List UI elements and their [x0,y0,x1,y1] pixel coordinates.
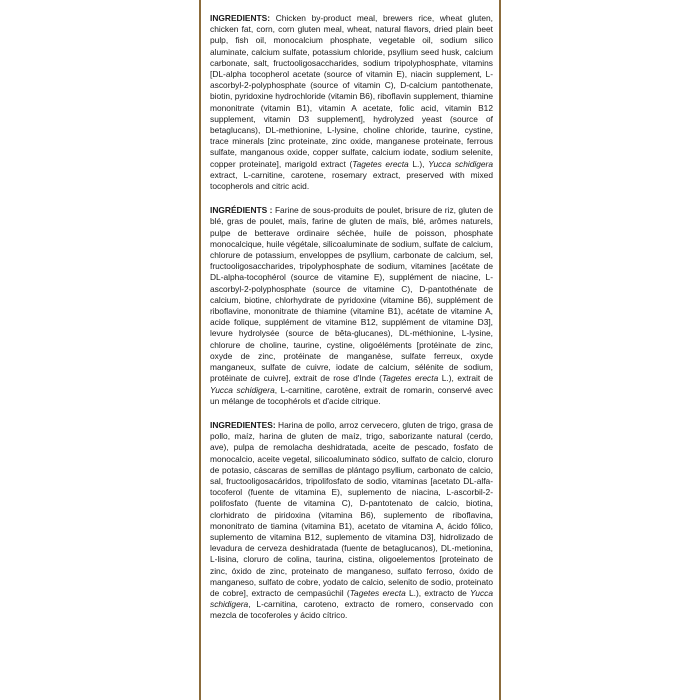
ingredient-text-run: L.), extracto de [405,587,471,598]
ingredient-text-run: L.), [408,158,429,169]
ingredient-species-name: Tagetes erecta [349,587,406,598]
ingredient-species-name: Tagetes erecta [381,373,439,384]
ingredient-text-run: , L-carnitine, carotène, extrait de romarin, conservé avec un mélange de tocophérols et d'acide citrique. [210,384,493,406]
ingredient-species-name: Yucca schidigera [428,158,494,169]
ingredients-block-english [210,13,493,192]
ingredient-species-name: Tagetes erecta [352,158,409,169]
ingredient-text-run: Chicken by-product meal, brewers rice, wheat gluten, chicken fat, corn, corn gluten meal, wheat, natural flavors, dried plain beet pulp, fish oil, monocalcium phosphate, vegetable oil, sodium silico aluminate, calcium sulfate, potassium chloride, psyllium seed husk, calcium carbonate, salt, fructooligosaccharides, sodium tripolyphosphate, vitamins [DL-alpha tocopherol acetate (source of vitamin E), niacin supplement, L-ascorbyl-2-polyphosphate (source of vitamin C), D-calcium pantothenate, biotin, pyridoxine hydrochloride (vitamin B6), riboflavin supplement, thiamine mononitrate (vitamin B1), vitamin A acetate, folic acid, vitamin B12 supplement, vitamin D3 supplement], hydrolyzed yeast (source of betaglucans), DL-methionine, L-lysine, choline chloride, taurine, cystine, trace minerals [zinc proteinate, zinc oxide, manganese proteinate, ferrous sulfate, manganous oxide, copper sulfate, calcium iodate, sodium selenite, copper proteinate], marigold extract ( [210,13,493,169]
ingredients-block-french [210,205,493,407]
ingredient-species-name: Yucca schidigera [210,384,275,395]
ingredients-text-spanish [210,420,493,620]
ingredients-label-content [201,0,499,622]
ingredient-text-run: L.), extrait de [438,373,494,384]
ingredients-label-panel [199,0,501,700]
ingredient-text-run: , L-carnitina, caroteno, extracto de romero, conservado con mezcla de tocoferoles y ácido cítrico. [210,599,493,621]
ingredients-text-english [210,13,493,191]
ingredient-species-name: Yucca schidigera [210,587,493,610]
ingredients-heading-french: INGRÉDIENTS : [210,205,273,216]
ingredient-text-run: Farine de sous-produits de poulet, brisure de riz, gluten de blé, gras de poulet, maïs, farine de gluten de maïs, blé, arômes naturels, pulpe de betterave ordinaire séchée, huile de poisson, phosphate monocalcique, huile végétale, silicoaluminate de sodium, sulfate de calcium, chlorure de potassium, enveloppes de psyllium, carbonate de calcium, sel, fructooligosaccharides, tripolyphosphate de sodium, vitamines [acétate de DL-alpha-tocophérol (source de vitamine E), supplément de niacine, L-ascorbyl-2-polyphosphate (source de vitamine C), D-pantothénate de calcium, biotine, chlorhydrate de pyridoxine (vitamine B6), supplément de riboflavine, mononitrate de thiamine (vitamine B1), acétate de vitamine A, acide folique, supplément de vitamine B12, supplément de vitamine D3], levure hydrolysée (source de bêta-glucanes), DL-méthionine, L-lysine, chlorure de choline, taurine, cystine, oligoéléments [protéinate de zinc, oxyde de zinc, protéinate de manganèse, sulfate ferreux, oxyde manganeux, sulfate de cuivre, iodate de calcium, sélénite de sodium, protéinate de cuivre], extrait de rose d'Inde ( [210,205,493,384]
ingredients-block-spanish [210,420,493,622]
ingredients-heading-spanish: INGREDIENTES: [210,419,276,430]
ingredients-text-french [210,205,493,405]
ingredient-text-run: extract, L-carnitine, carotene, rosemary extract, preserved with mixed tocopherols and citric acid. [210,169,493,192]
ingredient-text-run: Harina de pollo, arroz cervecero, gluten de trigo, grasa de pollo, maíz, harina de gluten de maíz, trigo, saborizante natural (cerdo, ave), pulpa de remolacha deshidratada, aceite de pescado, fosfato de monocalcio, aceite vegetal, silicoaluminato sódico, sulfato de calcio, cloruro de potasio, cáscaras de semillas de plántago psyllium, carbonato de calcio, sal, fructooligosacáridos, tripolifosfato de sodio, vitaminas [acetato DL-alfa-tocoferol (fuente de vitamina E), suplemento de niacina, L-ascorbil-2-polifosfato (fuente de vitamina C), D-pantotenato de calcio, biotina, clorhidrato de piridoxina (vitamina B6), suplemento de riboflavina, mononitrato de tiamina (vitamina B1), acetato de vitamina A, ácido fólico, suplemento de vitamina B12, suplemento de vitamina D3], hidrolizado de levadura de cerveza deshidratada (fuente de betaglucanos), DL-metionina, L-lisina, cloruro de colina, taurina, cistina, oligoelementos [proteinato de zinc, óxido de zinc, proteinato de manganeso, sulfato ferroso, óxido de manganeso, sulfato de cobre, yodato de calcio, selenito de sodio, proteinato de cobre], extracto de cempasúchil ( [210,419,493,598]
ingredients-heading-english: INGREDIENTS: [210,13,271,23]
